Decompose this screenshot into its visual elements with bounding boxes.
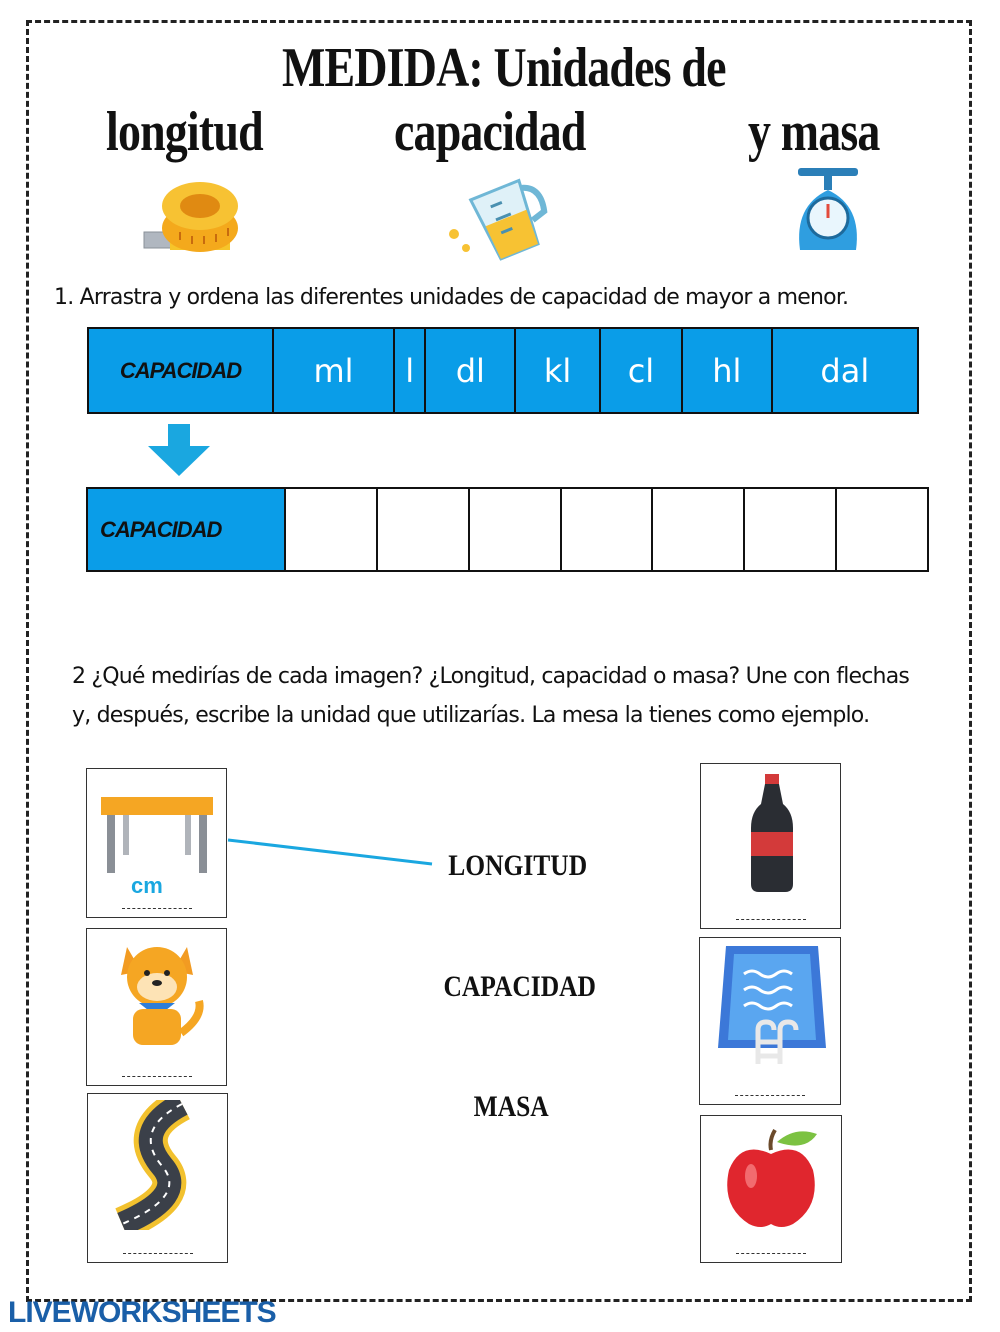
kitchen-scale-icon: [790, 166, 866, 252]
swimming-pool-icon: [716, 944, 828, 1072]
soda-bottle-icon: [747, 772, 797, 894]
category-capacidad[interactable]: CAPACIDAD: [443, 970, 596, 1003]
unit-tile[interactable]: cl: [600, 328, 682, 413]
liveworksheets-logo[interactable]: LIVEWORKSHEETS: [8, 1296, 276, 1329]
answer-line[interactable]: [736, 919, 806, 920]
unit-tile[interactable]: dal: [772, 328, 918, 413]
units-header: CAPACIDAD: [88, 328, 273, 413]
card-bottle[interactable]: [700, 763, 841, 929]
title-capacidad: capacidad: [394, 101, 586, 163]
apple-icon: [721, 1126, 821, 1230]
answer-line[interactable]: [735, 1095, 805, 1096]
drop-slot[interactable]: [836, 488, 928, 571]
card-pool[interactable]: [699, 937, 841, 1105]
answer-line[interactable]: [736, 1253, 806, 1254]
units-table: [87, 327, 919, 414]
title-longitud: longitud: [106, 101, 263, 163]
unit-tile[interactable]: l: [394, 328, 425, 413]
card-road[interactable]: [87, 1093, 228, 1263]
title-masa: y masa: [748, 101, 880, 163]
example-unit: cm: [131, 873, 163, 898]
drop-slot[interactable]: [285, 488, 377, 571]
tape-measure-icon: [140, 176, 240, 258]
road-icon: [102, 1100, 216, 1230]
down-arrow-icon: [148, 424, 210, 478]
drop-slot[interactable]: [744, 488, 836, 571]
page-title: MEDIDA: Unidades de: [282, 37, 726, 99]
example-connection-line: [226, 836, 436, 870]
answer-line[interactable]: [122, 908, 192, 909]
card-dog[interactable]: [86, 928, 227, 1086]
category-longitud[interactable]: LONGITUD: [448, 849, 588, 882]
category-masa[interactable]: MASA: [473, 1090, 549, 1123]
table-icon: [99, 793, 215, 883]
drop-slot[interactable]: [469, 488, 561, 571]
card-apple[interactable]: [700, 1115, 842, 1263]
card-table[interactable]: [86, 768, 227, 918]
measuring-jug-icon: [446, 168, 556, 262]
unit-tile[interactable]: kl: [515, 328, 600, 413]
unit-tile[interactable]: hl: [682, 328, 772, 413]
dog-icon: [107, 937, 207, 1049]
instruction-2-line2: y, después, escribe la unidad que utilizarías. La mesa la tienes como ejemplo.: [72, 703, 870, 728]
answer-line[interactable]: [123, 1253, 193, 1254]
answer-header: CAPACIDAD: [87, 488, 285, 571]
answer-table: [86, 487, 929, 572]
answer-line[interactable]: [122, 1076, 192, 1077]
drop-slot[interactable]: [652, 488, 744, 571]
unit-tile[interactable]: dl: [425, 328, 515, 413]
unit-tile[interactable]: ml: [273, 328, 394, 413]
instruction-2-line1: 2 ¿Qué medirías de cada imagen? ¿Longitud, capacidad o masa? Une con flechas: [72, 664, 910, 689]
instruction-1: 1. Arrastra y ordena las diferentes unidades de capacidad de mayor a menor.: [54, 285, 849, 310]
drop-slot[interactable]: [377, 488, 469, 571]
drop-slot[interactable]: [561, 488, 653, 571]
